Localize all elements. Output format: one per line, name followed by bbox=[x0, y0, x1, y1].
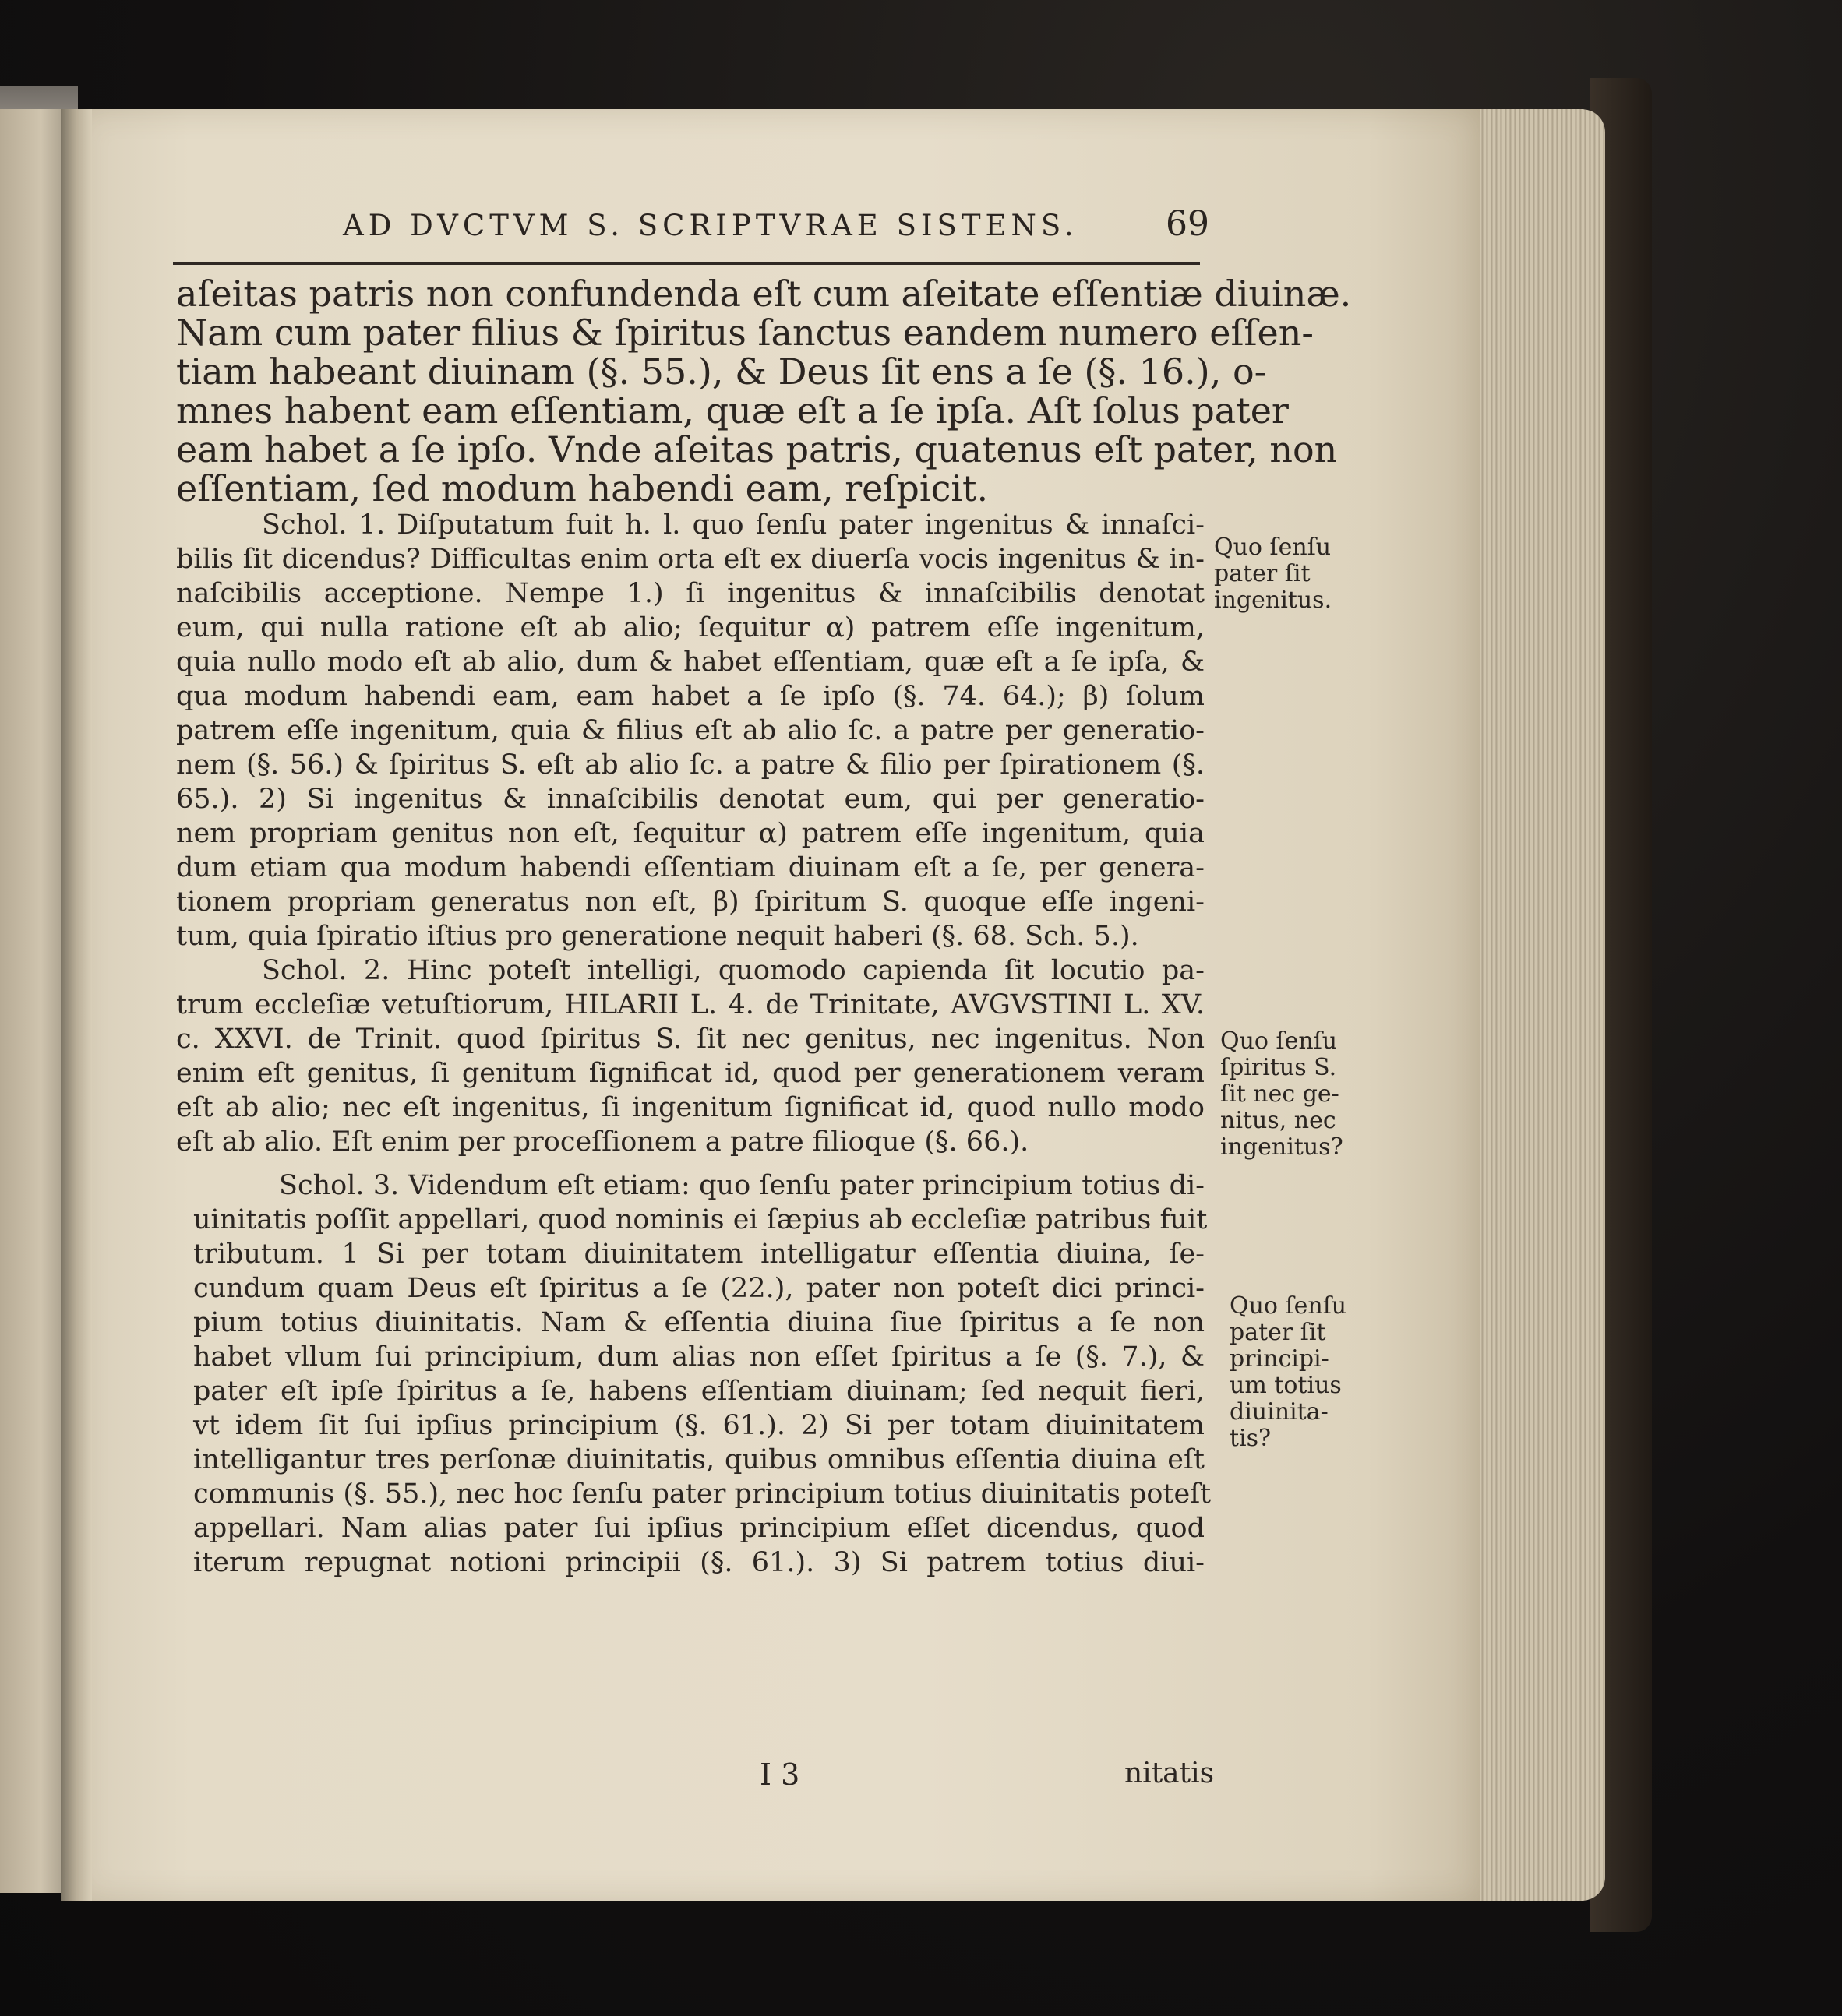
text-line: quia nullo modo eſt ab alio, dum & habet eſſentiam, quæ eſt a ſe ipſa, & bbox=[176, 647, 1205, 678]
text-line: appellari. Nam alias pater ſui ipſius principium eſſet dicendus, quod bbox=[193, 1513, 1205, 1544]
margin-note-line: ſpiritus S. bbox=[1220, 1054, 1337, 1081]
header-rule bbox=[173, 262, 1200, 270]
paragraph-gap bbox=[176, 1159, 1205, 1168]
margin-note-line: pater ſit bbox=[1230, 1319, 1326, 1346]
margin-note-line: um totius bbox=[1230, 1372, 1342, 1399]
text-line: eam habet a ſe ipſo. Vnde aſeitas patris, quatenus eſt pater, non bbox=[176, 428, 1338, 471]
text-line: aſeitas patris non confundenda eſt cum aſeitate eſſentiæ diuinæ. bbox=[176, 273, 1352, 315]
text-line: eſt ab alio; nec eſt ingenitus, ſi ingenitum ſignificat id, quod nullo modo bbox=[176, 1092, 1205, 1123]
margin-note-line: nitus, nec bbox=[1220, 1107, 1336, 1134]
text-line: tiam habeant diuinam (§. 55.), & Deus ſit ens a ſe (§. 16.), o- bbox=[176, 351, 1267, 393]
scholion-1 bbox=[176, 508, 1205, 953]
text-line: Nam cum pater filius & ſpiritus ſanctus eandem numero eſſen- bbox=[176, 312, 1314, 354]
margin-note-line: Quo ſenſu bbox=[1230, 1292, 1347, 1320]
page-stack-edge bbox=[1465, 109, 1605, 1901]
scholion-2 bbox=[176, 953, 1205, 1159]
text-line: Schol. 3. Videndum eſt etiam: quo ſenſu pater principium totius di- bbox=[279, 1170, 1205, 1201]
catchword: nitatis bbox=[1124, 1757, 1215, 1789]
text-line: communis (§. 55.), nec hoc ſenſu pater principium totius diuinitatis poteſt bbox=[193, 1479, 1212, 1510]
text-line: c. XXVI. de Trinit. quod ſpiritus S. ſit nec genitus, nec ingenitus. Non bbox=[176, 1024, 1205, 1055]
margin-note-line: ſit nec ge- bbox=[1220, 1080, 1339, 1108]
text-line: nem (§. 56.) & ſpiritus S. eſt ab alio ſc. a patre & filio per ſpirationem (§. bbox=[176, 749, 1205, 781]
text-line: tributum. 1 Si per totam diuinitatem intelligatur eſſentia diuina, ſe- bbox=[193, 1239, 1205, 1270]
text-line: patrem eſſe ingenitum, quia & filius eſt ab alio ſc. a patre per generatio- bbox=[176, 715, 1205, 746]
margin-note-line: Quo ſenſu bbox=[1220, 1027, 1338, 1055]
paragraph-main bbox=[176, 273, 1352, 509]
text-line: intelligantur tres perſonæ diuinitatis, quibus omnibus eſſentia diuina eſt bbox=[193, 1444, 1205, 1475]
text-line: habet vllum ſui principium, dum alias non eſſet ſpiritus a ſe (§. 7.), & bbox=[193, 1341, 1205, 1373]
text-line: bilis ſit dicendus? Difficultas enim orta eſt ex diuerſa vocis ingenitus & in- bbox=[176, 544, 1205, 575]
text-line: dum etiam qua modum habendi eſſentiam diuinam eſt a ſe, per genera- bbox=[176, 852, 1205, 883]
text-line: pium totius diuinitatis. Nam & eſſentia diuina ſiue ſpiritus a ſe non bbox=[193, 1307, 1205, 1338]
signature-mark: I 3 bbox=[760, 1757, 800, 1792]
text-line: naſcibilis acceptione. Nempe 1.) ſi ingenitus & innaſcibilis denotat bbox=[176, 578, 1205, 609]
text-line: tum, quia ſpiratio iſtius pro generatione nequit haberi (§. 68. Sch. 5.). bbox=[176, 921, 1139, 952]
margin-note-line: diuinita- bbox=[1230, 1398, 1329, 1426]
text-line: eum, qui nulla ratione eſt ab alio; ſequitur α) patrem eſſe ingenitum, bbox=[176, 612, 1205, 643]
text-line: 65.). 2) Si ingenitus & innaſcibilis denotat eum, qui per generatio- bbox=[176, 784, 1205, 815]
text-line: vt idem ſit ſui ipſius principium (§. 61.). 2) Si per totam diuinitatem bbox=[193, 1410, 1205, 1441]
margin-note-line: ingenitus. bbox=[1214, 587, 1332, 614]
text-line: uinitatis poſſit appellari, quod nominis ei ſæpius ab eccleſiæ patribus fuit bbox=[193, 1204, 1208, 1235]
margin-note-line: principi- bbox=[1230, 1345, 1329, 1373]
margin-note-spiritus bbox=[1220, 1028, 1353, 1161]
text-line: trum eccleſiæ vetuſtiorum, HILARII L. 4. de Trinitate, AVGVSTINI L. XV. bbox=[176, 989, 1205, 1020]
text-line: qua modum habendi eam, eam habet a ſe ipſo (§. 74. 64.); β) ſolum bbox=[176, 681, 1205, 712]
margin-note-line: ingenitus? bbox=[1220, 1133, 1343, 1161]
scholion-3 bbox=[176, 1168, 1212, 1580]
margin-note-principium bbox=[1230, 1293, 1362, 1452]
text-line: eſt ab alio. Eſt enim per proceſſionem a patre filioque (§. 66.). bbox=[176, 1126, 1029, 1158]
margin-note-line: Quo ſenſu bbox=[1214, 534, 1332, 561]
book-gutter bbox=[61, 109, 92, 1901]
text-line: eſſentiam, ſed modum habendi eam, reſpicit. bbox=[176, 467, 989, 509]
text-line: enim eſt genitus, ſi genitum ſignificat id, quod per generationem veram bbox=[176, 1058, 1205, 1089]
page-number: 69 bbox=[1166, 204, 1209, 244]
running-head: AD DVCTVM S. SCRIPTVRAE SISTENS. bbox=[343, 209, 1078, 242]
margin-note-ingenitus bbox=[1214, 534, 1346, 614]
text-line: tionem propriam generatus non eſt, β) ſpiritum S. quoque eſſe ingeni- bbox=[176, 886, 1205, 918]
margin-note-line: tis? bbox=[1230, 1425, 1272, 1452]
margin-note-line: pater ſit bbox=[1214, 560, 1311, 587]
text-line: nem propriam genitus non eſt, ſequitur α) patrem eſſe ingenitum, quia bbox=[176, 818, 1205, 849]
text-line: mnes habent eam eſſentiam, quæ eſt a ſe ipſa. Aſt ſolus pater bbox=[176, 389, 1289, 432]
text-line: Schol. 2. Hinc poteſt intelligi, quomodo capienda ſit locutio pa- bbox=[262, 955, 1205, 986]
text-line: cundum quam Deus eſt ſpiritus a ſe (22.), pater non poteſt dici princi- bbox=[193, 1273, 1205, 1304]
text-line: pater eſt ipſe ſpiritus a ſe, habens eſſentiam diuinam; ſed nequit fieri, bbox=[193, 1376, 1205, 1407]
text-line: Schol. 1. Diſputatum fuit h. l. quo ſenſu pater ingenitus & innaſci- bbox=[262, 509, 1205, 541]
text-line: iterum repugnat notioni principii (§. 61.). 3) Si patrem totius diui- bbox=[193, 1547, 1205, 1578]
